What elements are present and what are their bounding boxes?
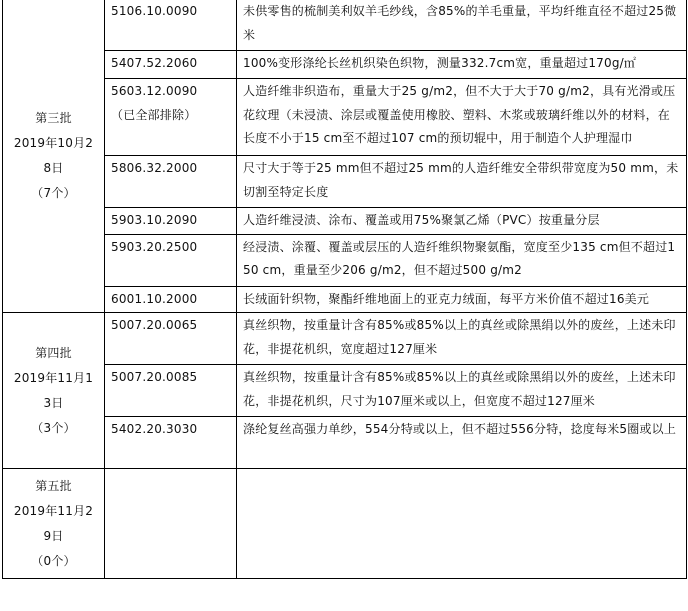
description-cell	[237, 156, 687, 208]
table-row	[3, 286, 687, 313]
hts-code-cell	[105, 234, 237, 286]
hts-code: 6001.10.2000	[111, 291, 198, 306]
hts-code-cell	[105, 51, 237, 79]
hts-code-cell	[105, 208, 237, 235]
product-description: 未供零售的梳制美利奴羊毛纱线，含85%的羊毛重量，平均纤维直径不超过25微米	[243, 4, 677, 42]
description-cell	[237, 286, 687, 313]
product-description: 真丝织物，按重量计含有85%或85%以上的真丝或除黑绢以外的废丝，上述未印花，非提花机织，宽度超过127厘米	[243, 318, 676, 356]
hts-code-cell	[105, 0, 237, 51]
description-cell	[237, 417, 687, 469]
description-cell	[237, 79, 687, 156]
table-row	[3, 208, 687, 235]
description-cell	[237, 469, 687, 579]
hts-code-cell	[105, 313, 237, 365]
hts-code-cell	[105, 417, 237, 469]
hts-code: 5806.32.2000	[111, 161, 198, 175]
product-description: 真丝织物，按重量计含有85%或85%以上的真丝或除黑绢以外的废丝，上述未印花，非提花机织，尺寸为107厘米或以上，但宽度不超过127厘米	[243, 370, 676, 408]
product-description: 尺寸大于等于25 mm但不超过25 mm的人造纤维安全带织带宽度为50 mm，未切割至特定长度	[243, 161, 679, 199]
hts-code: 5007.20.0085	[111, 370, 198, 384]
batch-date: 3日	[43, 395, 64, 410]
table-row	[3, 313, 687, 365]
hts-code-cell	[105, 365, 237, 417]
product-description: 涤纶复丝高强力单纱，554分特或以上，但不超过556分特，捻度每米5圈或以上	[243, 422, 677, 436]
batch-date: 9日	[43, 528, 64, 543]
batch-date: 2019年10月2	[13, 135, 94, 150]
batch-date: 2019年11月1	[13, 370, 94, 385]
description-cell	[237, 0, 687, 51]
hts-code: 5903.10.2090	[111, 213, 198, 227]
batch-count: （7个）	[31, 185, 76, 200]
table-row	[3, 51, 687, 79]
description-cell	[237, 313, 687, 365]
table-row	[3, 469, 687, 579]
batch-name: 第三批	[35, 110, 72, 125]
hts-code: 5903.20.2500	[111, 239, 198, 254]
batch-name: 第四批	[35, 345, 72, 360]
description-cell	[237, 365, 687, 417]
batch-date: 8日	[43, 160, 64, 175]
table-row	[3, 417, 687, 469]
product-description: 人造纤维非织造布，重量大于25 g/m2，但不大于大于70 g/m2，具有光滑或压花纹理（未浸渍、涂层或覆盖使用橡胶、塑料、木浆或玻璃纤维以外的材料，在长度不小于15 cm至不超过107 cm的预切辊中，用于制造个人护理湿巾	[243, 84, 676, 145]
product-description: 经浸渍、涂覆、覆盖或层压的人造纤维织物聚氨酯，宽度至少135 cm但不超过150 cm，重量至少206 g/m2，但不超过500 g/m2	[243, 239, 676, 277]
description-cell	[237, 234, 687, 286]
table-row	[3, 365, 687, 417]
description-cell	[237, 51, 687, 79]
batch-date: 2019年11月2	[13, 503, 94, 518]
batch-cell	[3, 313, 105, 469]
hts-code: 5603.12.0090	[111, 84, 198, 98]
hts-code: 5402.20.3030	[111, 422, 198, 436]
product-description: 100%变形涤纶长丝机织染色织物，测量332.7cm宽，重量超过170g/㎡	[243, 56, 637, 70]
hts-code: 5007.20.0065	[111, 318, 198, 332]
batch-cell	[3, 0, 105, 313]
hts-code: 5106.10.0090	[111, 4, 198, 18]
table-row	[3, 156, 687, 208]
hts-code-cell	[105, 156, 237, 208]
hts-code-cell	[105, 79, 237, 156]
table-row	[3, 234, 687, 286]
batch-count: （3个）	[31, 420, 76, 435]
product-description: 人造纤维浸渍、涂布、覆盖或用75%聚氯乙烯（PVC）按重量分层	[243, 213, 600, 227]
table-row	[3, 0, 687, 51]
hts-code-cell	[105, 286, 237, 313]
batch-count: （0个）	[31, 553, 76, 568]
hts-code: 5407.52.2060	[111, 56, 198, 70]
batch-name: 第五批	[35, 478, 72, 493]
description-cell	[237, 208, 687, 235]
exclusion-note: （已全部排除）	[111, 107, 197, 122]
table-row	[3, 79, 687, 156]
product-description: 长绒面针织物，聚酯纤维地面上的亚克力绒面，每平方米价值不超过16美元	[243, 291, 650, 306]
hts-code-cell	[105, 469, 237, 579]
tariff-exclusion-table	[2, 0, 687, 579]
batch-cell	[3, 469, 105, 579]
